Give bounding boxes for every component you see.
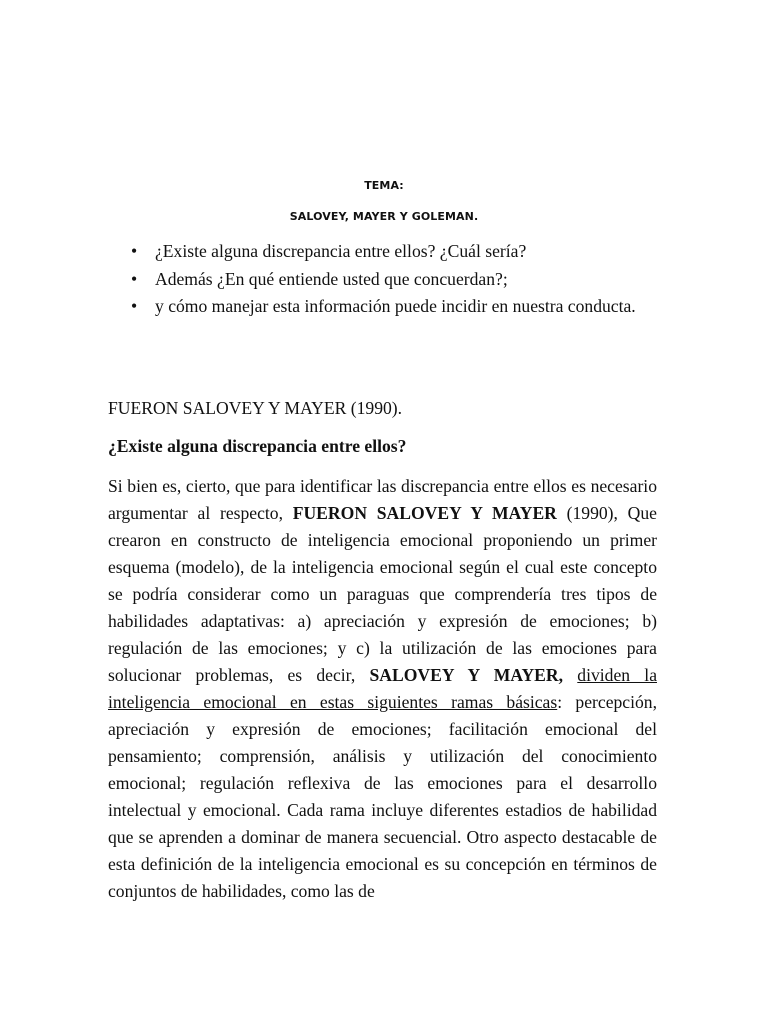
paragraph-underlined-text: dividen la inteligencia emocional en estas siguientes ramas básicas bbox=[108, 665, 657, 712]
list-item bbox=[108, 293, 657, 321]
paragraph-text: Si bien es, cierto, que para identificar las discrepancia entre ellos es necesario argumentar al respecto, bbox=[108, 476, 657, 523]
question-list bbox=[108, 238, 657, 321]
question-text: ¿Existe alguna discrepancia entre ellos? ¿Cuál sería? bbox=[155, 241, 527, 261]
section-heading: FUERON SALOVEY Y MAYER (1990). bbox=[108, 398, 403, 418]
bullet-icon: • bbox=[131, 241, 138, 261]
question-text: y cómo manejar esta información puede incidir en nuestra conducta. bbox=[155, 296, 636, 316]
paragraph-text: (1990), Que crearon en constructo de inteligencia emocional proponiendo un primer esquema (modelo), de la inteligencia emocional según el cual este concepto se podría considerar como un paraguas que comprendería tres tipos de habilidades adaptativas: a) apreciación y expresión de emociones; b) regulación de las emociones; y c) la utilización de las emociones para solucionar problemas, es decir, bbox=[108, 503, 657, 685]
topic-title: SALOVEY, MAYER Y GOLEMAN. bbox=[289, 210, 479, 223]
paragraph-text: : percepción, apreciación y expresión de emociones; facilitación emocional del pensamiento; comprensión, análisis y utilización del conocimiento emocional; regulación reflexiva de las emociones para el desarrollo intelectual y emocional. Cada rama incluye diferentes estadios de habilidad que se aprenden a dominar de manera secuencial. Otro aspecto destacable de esta definición de la inteligencia emocional es su concepción en términos de conjuntos de habilidades, como las de bbox=[108, 692, 657, 901]
list-item bbox=[108, 238, 657, 266]
question-text: Además ¿En qué entiende usted que concuerdan?; bbox=[155, 268, 508, 289]
section-question: ¿Existe alguna discrepancia entre ellos? bbox=[108, 436, 407, 456]
paragraph-bold-authors: SALOVEY Y MAYER, bbox=[369, 665, 564, 685]
bullet-icon: • bbox=[131, 296, 138, 316]
topic-label: TEMA: bbox=[364, 179, 404, 192]
list-item bbox=[108, 266, 657, 294]
paragraph-text bbox=[563, 665, 577, 685]
bullet-icon: • bbox=[131, 268, 138, 289]
body-paragraph bbox=[108, 473, 657, 905]
paragraph-bold-authors: FUERON SALOVEY Y MAYER bbox=[292, 503, 557, 523]
